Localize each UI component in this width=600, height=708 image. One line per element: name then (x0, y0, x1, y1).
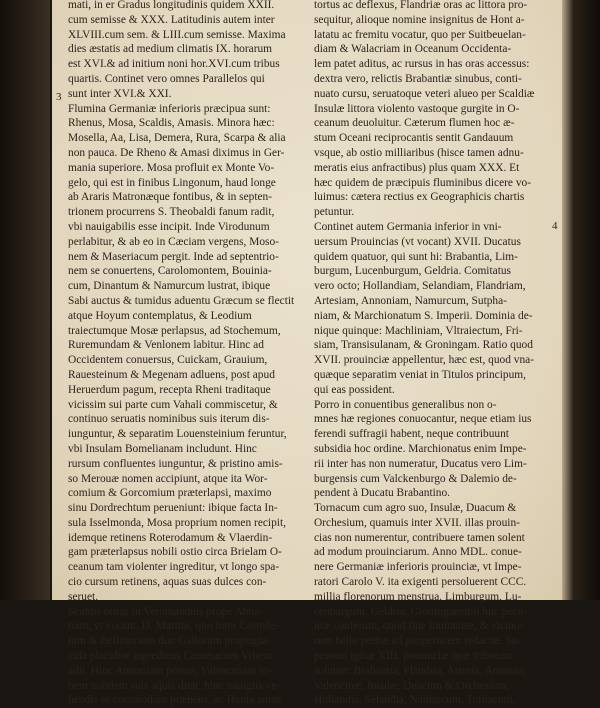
text-line: subsidia hoc ordine. Marchionatus enim Impe- (314, 442, 527, 455)
text-line: Scaldis oritur in Veromanduis prope Abba- (68, 605, 263, 618)
text-line: vsque, ab ostio milliaribus (hisce tamen adnu- (314, 146, 524, 159)
text-line: ratori Carolo V. ita exigenti persoluerent CCC. (314, 576, 527, 589)
text-line: Continet autem Germania inferior in vni- (314, 220, 502, 233)
text-line: quæque separatim veniat in Titulos principum, (314, 368, 526, 381)
text-line: ceanum deuoluitur. Cæterum flumen hoc æ- (314, 117, 515, 130)
text-line: latatu ac fremitu vocatur, quo per Suitbeuelan- (314, 28, 526, 41)
text-line: millia florenorum menstrua. Limburgum, Lu- (314, 590, 522, 603)
text-line: stum Oceani reciprocantis sentit Gandauum (314, 132, 514, 145)
text-line: qui eas possident. (314, 383, 395, 396)
text-line: cula placidior ingrediens Cameracum Vrbem (68, 650, 273, 663)
text-line: Ruremundam & Venlonem labitur. Hinc ad (68, 339, 264, 352)
text-line: Sabi auctus & tumidus aduentu Græcum se flectit (68, 294, 295, 307)
text-line: mati, in er Gradus longitudinis quidem XXII. (68, 0, 275, 11)
text-line: Heruerdum pagum, recepta Rheni traditaque (68, 383, 271, 396)
text-line: quartis. Continet vero omnes Parallelos qui (68, 72, 265, 85)
text-line: sunt inter XVI.& XXI. (68, 87, 172, 100)
text-line: siam, Transisulanam, & Groningam. Ratio quod (314, 339, 533, 352)
text-line: Rauesteinum & Megenam adluens, post apud (68, 368, 275, 381)
text-line: nere Germaniæ inferioris prouinciæ, vt Impe- (314, 561, 522, 574)
text-line: burgensis cum Valckenburgo & Dalemio de- (314, 472, 517, 485)
text-line: cum semisse & XXX. Latitudinis autem inter (68, 13, 275, 26)
text-line: dies æstatis ad medium climatis IX. horarum (68, 43, 273, 56)
text-line: nem & Maseriacum pergit. Inde ad septentrio- (68, 250, 279, 263)
text-line: Artesiam, Annoniam, Namurcum, Sutpha- (314, 294, 507, 307)
text-line: pendent à Ducatu Brabantino. (314, 487, 451, 500)
text-line: uersum Prouincias (vt vocant) XVII. Ducatus (314, 235, 521, 248)
text-line: lem patet aditus, ac rursus in has oras accessus: (314, 58, 530, 71)
text-line: Valencinæ, Insulæ, Duacum & Orchesium, (314, 679, 510, 692)
text-line: petuntur. (314, 206, 355, 219)
text-line: ad modum prouinciarum. Anno MDL. conue- (314, 546, 522, 559)
text-column-left (68, 0, 304, 708)
text-line: non pauca. De Rheno & Amasi diximus in Ger- (68, 146, 285, 159)
text-line: nuato cursu, seruatoque veteri alueo per Scaldiæ (314, 87, 535, 100)
text-line: sula Isselmonda, Mosa proprium nomen recipit, (68, 516, 286, 529)
text-line: tortus ac deflexus, Flandriæ oras ac littora pro- (314, 0, 528, 11)
text-line: Insulæ littora violento vastoque gurgite in O- (314, 102, 520, 115)
text-line: ferendi suffragii habent, neque contribuunt (314, 428, 509, 441)
text-line: ceanum tam violenter ingreditur, vt longo spa- (68, 561, 280, 574)
book-edge-right (562, 0, 600, 600)
text-line: nique quinque: Machliniam, Vltraiectum, Fri- (314, 324, 523, 337)
text-line: diam & Walacriam in Oceanum Occidenta- (314, 43, 512, 56)
margin-numeral-3: 3 (56, 91, 62, 103)
text-line: sequitur, alioque nomine insignitus de Hont a- (314, 13, 525, 26)
text-line: burgum, Lucenburgum, Geldria. Comitatus (314, 265, 511, 278)
text-line: adit. Hinc Annoniam petens, Valencenam vr- (68, 664, 273, 677)
text-line: tiam, vt vocant, D. Martini, quo inter Castelle- (68, 620, 280, 633)
text-line: XVII. prouinciæ appellentur, hæc est, quod vna- (314, 354, 535, 367)
text-line: Orchesium, quamuis inter XVII. illas prouin- (314, 516, 520, 529)
text-line: atque Hoyum contemplatus, & Leodium (68, 309, 252, 322)
text-line: tum & Bellinorium duo Gallorum propugna- (68, 635, 272, 648)
text-line: cio cursum retinens, aquas suas dulces con- (68, 576, 267, 589)
text-line: mania superiore. Mosa profluit ex Monte Vo- (68, 161, 275, 174)
text-line: vbi nauigabilis esse incipit. Inde Virodunum (68, 220, 270, 233)
text-line: niæ conferunt, quod fine limitaneæ, & vicino- (314, 620, 524, 633)
text-line: est XVI.& ad initium noni hor.XVI.cum tribus (68, 58, 280, 71)
book-page (52, 0, 564, 707)
book-edge-left (0, 0, 50, 600)
text-line: sinu Dordrechtum perueniunt: ibique facta In- (68, 502, 278, 515)
text-line: vero octo; Hollandiam, Selandiam, Flandriam, (314, 280, 526, 293)
text-column-right (314, 0, 550, 708)
text-line: Occidentem conuersus, Cuickam, Grauium, (68, 354, 268, 367)
text-line: dextra vero, relictis Brabantiæ sinubus, conti- (314, 72, 522, 85)
text-line: rii inter has non numeratur, Ducatus vero Lim- (314, 457, 527, 470)
text-line: seruet. (68, 590, 99, 603)
text-line: perlabitur, & ab eo in Cæciam vergens, Moso- (68, 235, 279, 248)
text-line: soluunt: Brabantia, Flandria, Artesia, Annonia, (314, 664, 527, 677)
text-line: comium & Gorcomium præterlapsi, maximo (68, 487, 272, 500)
text-line: iunguntur, & separatim Louensteinium feruntur, (68, 428, 287, 441)
text-line: cenburgum, Geldria, Groningaenihil huc pecu- (314, 605, 527, 618)
text-line: hæc quidem de præcipuis fluminibus dicere vo- (314, 176, 532, 189)
text-line: Flumina Germaniæ inferioris præcipua sunt: (68, 102, 271, 115)
text-line: traiectumque Mosæ perlapsus, ad Stochemum, (68, 324, 281, 337)
text-line: trionem procurrens S. Theobaldi fanum radit, (68, 206, 275, 219)
text-line: rursum confluentes iunguntur, & pristino amis- (68, 457, 283, 470)
text-line: Hollandia, Selandia, Namurcum, Tornacum, (314, 694, 516, 707)
text-line: quidem quatuor, qui sunt hi: Brabantia, Lim- (314, 250, 518, 263)
text-line: continuo seruatis nominibus suis iterum dis- (68, 413, 270, 426)
text-line: nem se conuertens, Carolomontem, Bouinia- (68, 265, 272, 278)
text-line: rum bello petitæ ad paupertatem redactæ. Su- (314, 635, 522, 648)
text-line: gam præterlapsus nobili ostio circa Brielam O- (68, 546, 282, 559)
text-line: idemque retinens Roterodamum & Vlaerdin- (68, 531, 273, 544)
text-line: ab Araris Matronæque fontibus, & in septen- (68, 191, 273, 204)
text-line: luimus: cætera rectius ex Geographicis chartis (314, 191, 525, 204)
text-line: Tornacum cum agro suo, Insulæ, Duacum & (314, 502, 517, 515)
text-line: Mosella, Aa, Lisa, Demera, Rura, Scarpa & alia (68, 132, 286, 145)
text-line: Rhenus, Mosa, Scaldis, Amasis. Minora hæc: (68, 117, 275, 130)
text-line: XLVIII.cum sem. & LIII.cum semisse. Maxima (68, 28, 286, 41)
text-line: cum, Dinantum & Namurcum lustrat, ibique (68, 280, 271, 293)
text-line: mnes hæ regiones conuocantur, neque etiam ius (314, 413, 532, 426)
text-line: gelo, qui est in finibus Lingonum, haud longe (68, 176, 276, 189)
text-line: vicissim sui parte cum Vahali commiscetur, & (68, 398, 278, 411)
text-line: cias non numerentur, contribuere tamen solent (314, 531, 525, 544)
text-line: Porro in conuentibus generalibus non o- (314, 398, 497, 411)
text-line: so Merouæ nomen accipiunt, atque ita Wor- (68, 472, 268, 485)
text-line: meratis eius anfractibus) plus quam XXX. Et (314, 161, 520, 174)
text-line: bem nobilem suis aquis ditat, hinc nauigiis ve- (68, 679, 280, 692)
text-line: niam, & Marchionatum S. Imperii. Dominia de- (314, 309, 533, 322)
text-line: persunt igitur XIII. prouinciæ quæ tributum (314, 650, 513, 663)
margin-numeral-4: 4 (552, 220, 558, 232)
text-line: vbi Insulam Bomelianam includunt. Hinc (68, 442, 257, 455)
text-line: hendis se commodum præbens, ac Hania amne (68, 694, 282, 707)
